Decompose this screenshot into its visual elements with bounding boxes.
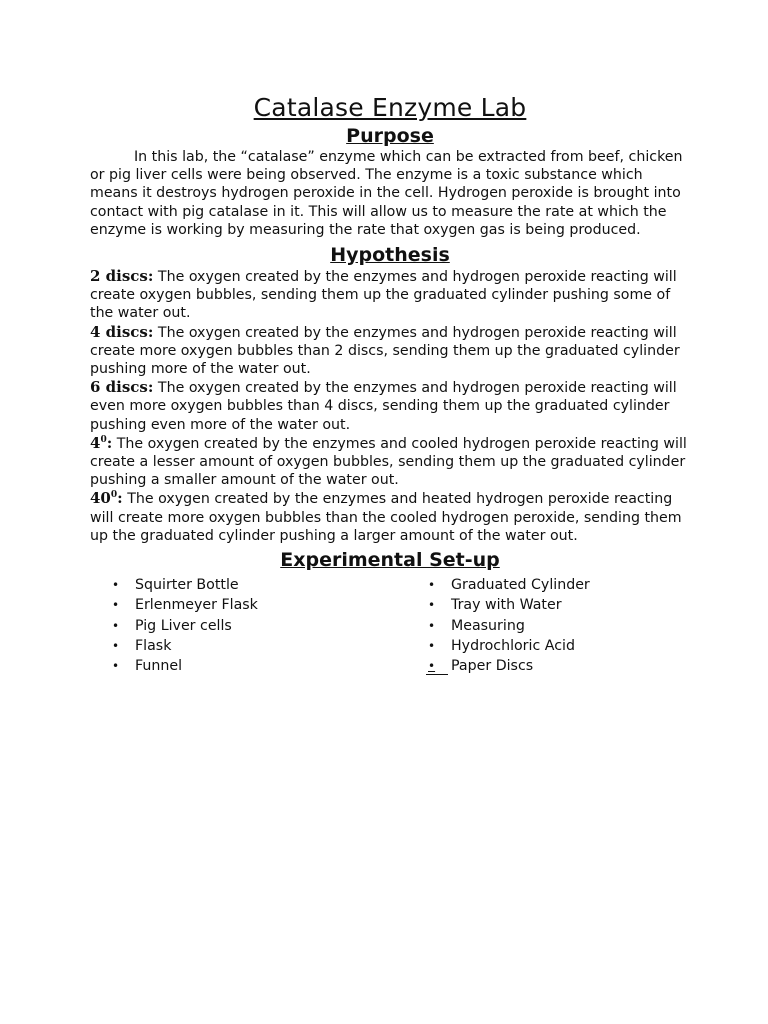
list-item-label: Flask — [135, 637, 172, 654]
hypothesis-text: The oxygen created by the enzymes and hydrogen peroxide reacting will create more oxygen bubbles than 2 discs, sending them up the graduated cylinder pushing more of the water out. — [90, 324, 680, 378]
bullet-icon: • — [112, 638, 120, 653]
hypothesis-label: 2 discs: — [90, 267, 154, 286]
list-item-label: Pig Liver cells — [135, 617, 232, 634]
purpose-heading: Purpose — [346, 125, 434, 147]
bullet-icon: • — [112, 618, 120, 633]
bullet-icon: • — [428, 578, 436, 593]
list-item — [110, 636, 258, 656]
setup-heading: Experimental Set-up — [280, 549, 500, 572]
hypothesis-label-colon: : — [117, 489, 123, 508]
hypothesis-text: The oxygen created by the enzymes and hydrogen peroxide reacting will even more oxygen bubbles than 4 discs, sending them up the graduated cylinder pushing even more of the water out. — [90, 380, 677, 433]
list-item — [426, 656, 590, 676]
hypothesis-label — [90, 434, 112, 452]
degree-superscript: 0 — [110, 490, 118, 501]
list-item — [426, 575, 590, 595]
degree-superscript: 0 — [100, 434, 107, 445]
list-item — [110, 616, 258, 636]
list-item-label: Paper Discs — [451, 658, 534, 675]
hypothesis-item — [90, 434, 690, 490]
bullet-icon: • — [428, 618, 436, 633]
list-item — [426, 616, 590, 636]
list-item — [426, 595, 590, 615]
bullet-icon: • — [112, 598, 120, 613]
list-item-label: Measuring — [451, 617, 525, 634]
hypothesis-text: The oxygen created by the enzymes and heated hydrogen peroxide reacting will create more oxygen bubbles than the cooled hydrogen peroxide, sending them up the graduated cylinder pushing a larger amount of the water out. — [90, 491, 682, 544]
document-page — [90, 92, 690, 682]
hypothesis-item — [90, 489, 690, 545]
setup-list — [90, 572, 690, 682]
hypothesis-label: 4 discs: — [90, 322, 154, 341]
list-item — [110, 656, 258, 676]
hypothesis-label — [90, 489, 123, 507]
list-item-label: Graduated Cylinder — [451, 577, 590, 594]
hypothesis-label-number: 4 — [90, 433, 101, 452]
hypothesis-text: The oxygen created by the enzymes and cooled hydrogen peroxide reacting will create a lesser amount of oxygen bubbles, sending them up the graduated cylinder pushing a smaller amount of the water out. — [90, 435, 687, 489]
list-item — [110, 575, 258, 595]
purpose-paragraph: In this lab, the “catalase” enzyme which can be extracted from beef, chicken or pig liver cells were being observed. The enzyme is a toxic substance which means it destroys hydrogen peroxide in the cell. Hydrogen peroxide is brought into contact with pig catalase in it. This will allow us to measure the rate at which the enzyme is working by measuring the rate that oxygen gas is being produced. — [90, 149, 683, 238]
list-item-label: Funnel — [135, 658, 183, 675]
hypothesis-label-colon: : — [106, 433, 113, 452]
document-title: Catalase Enzyme Lab — [253, 93, 527, 122]
list-item — [110, 595, 258, 615]
hypothesis-label-number: 40 — [90, 489, 111, 508]
hypothesis-heading: Hypothesis — [330, 244, 450, 267]
bullet-icon: • — [112, 659, 120, 674]
list-item-label: Erlenmeyer Flask — [135, 597, 258, 614]
hypothesis-item — [90, 267, 690, 323]
setup-list-right — [426, 575, 590, 676]
setup-list-left — [110, 575, 258, 676]
hypothesis-label: 6 discs: — [90, 378, 154, 397]
bullet-icon: • — [428, 598, 436, 613]
bullet-icon: • — [112, 578, 120, 593]
list-item-label: Hydrochloric Acid — [451, 637, 575, 654]
hypothesis-item — [90, 323, 690, 379]
list-item-label: Squirter Bottle — [135, 577, 239, 594]
hypothesis-item — [90, 378, 690, 434]
bullet-icon: • — [428, 656, 435, 676]
list-item — [426, 636, 590, 656]
hypothesis-text: The oxygen created by the enzymes and hydrogen peroxide reacting will create oxygen bubbles, sending them up the graduated cylinder pushing some of the water out. — [90, 269, 677, 322]
bullet-icon: • — [428, 638, 436, 653]
list-item-label: Tray with Water — [451, 597, 562, 614]
